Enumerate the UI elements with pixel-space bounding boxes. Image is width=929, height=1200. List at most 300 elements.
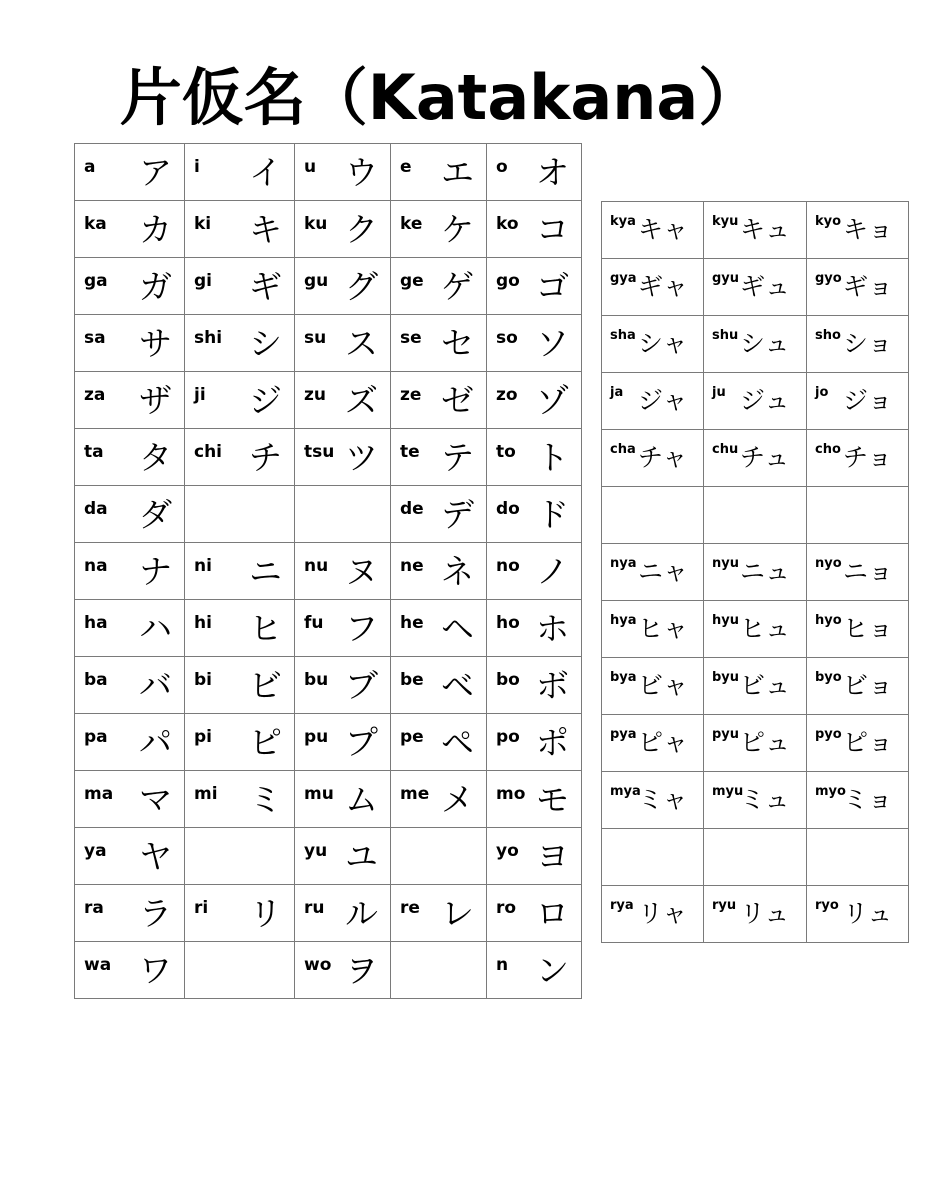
kana-cell [704,886,807,943]
kana-cell [807,715,909,772]
kana-cell [704,316,807,373]
katakana-char: シ [249,324,282,363]
romaji-label: pyo [815,727,842,742]
katakana-char: ミャ [638,785,688,814]
kana-cell [295,201,391,258]
romaji-label: o [496,157,508,177]
kana-cell [75,372,185,429]
romaji-label: nya [610,556,637,571]
romaji-label: shu [712,328,739,343]
kana-cell [75,828,185,885]
kana-cell [602,829,704,886]
katakana-char: ト [536,438,569,477]
romaji-label: fu [304,613,324,633]
kana-cell [185,828,295,885]
kana-cell [807,259,909,316]
kana-cell [75,201,185,258]
romaji-label: kyo [815,214,842,229]
kana-cell [704,658,807,715]
kana-cell [487,942,582,999]
kana-cell [185,372,295,429]
katakana-char: ゼ [441,381,474,420]
table-row [75,771,582,828]
katakana-char: ダ [139,495,172,534]
katakana-char: ミ [249,780,282,819]
kana-cell [704,715,807,772]
katakana-char: ミュ [740,785,790,814]
katakana-char: ナ [139,552,172,591]
katakana-char: ズ [345,381,378,420]
romaji-label: no [496,556,520,576]
kana-cell [602,373,704,430]
katakana-char: ム [345,780,378,819]
romaji-label: nyu [712,556,739,571]
kana-cell [185,258,295,315]
romaji-label: jo [815,385,829,400]
katakana-char: イ [249,153,282,192]
romaji-label: wo [304,955,332,975]
table-row [75,885,582,942]
kana-cell [487,144,582,201]
kana-cell [704,829,807,886]
romaji-label: gya [610,271,637,286]
romaji-label: sa [84,328,106,348]
katakana-char: シュ [740,329,790,358]
kana-cell [185,714,295,771]
katakana-char: キャ [638,215,689,244]
kana-cell [295,885,391,942]
kana-cell [75,429,185,486]
romaji-label: gu [304,271,329,291]
katakana-char: キュ [740,215,791,244]
katakana-char: オ [536,153,569,192]
katakana-char: ベ [441,666,474,705]
katakana-char: パ [139,723,172,762]
romaji-label: ku [304,214,328,234]
kana-cell [487,600,582,657]
kana-cell [487,315,582,372]
romaji-label: to [496,442,516,462]
romaji-label: ho [496,613,520,633]
kana-cell [75,258,185,315]
katakana-char: グ [345,267,378,306]
katakana-char: ケ [441,210,474,249]
kana-cell [185,201,295,258]
romaji-label: n [496,955,509,975]
kana-cell [391,372,487,429]
kana-cell [391,828,487,885]
romaji-label: a [84,157,96,177]
katakana-char: ヲ [345,951,378,990]
romaji-label: ja [610,385,624,400]
romaji-label: be [400,670,424,690]
romaji-label: bu [304,670,329,690]
katakana-char: プ [345,723,378,762]
romaji-label: hi [194,613,212,633]
romaji-label: kyu [712,214,739,229]
romaji-label: pi [194,727,212,747]
katakana-char: ニュ [740,557,791,586]
kana-cell [185,885,295,942]
kana-cell [704,601,807,658]
romaji-label: wa [84,955,112,975]
kana-cell [185,486,295,543]
kana-cell [704,772,807,829]
romaji-label: te [400,442,420,462]
kana-cell [295,771,391,828]
romaji-label: gyu [712,271,740,286]
katakana-char: モ [536,780,569,819]
table-row [602,202,909,259]
romaji-label: me [400,784,430,804]
katakana-char: ド [536,495,569,534]
katakana-char: ジュ [740,386,790,415]
romaji-label: mu [304,784,334,804]
kana-cell [487,885,582,942]
kana-cell [185,429,295,486]
kana-cell [807,772,909,829]
table-row [602,658,909,715]
table-row [75,600,582,657]
katakana-char: ル [345,894,378,933]
kana-cell [391,144,487,201]
romaji-label: de [400,499,424,519]
katakana-char: ザ [139,381,172,420]
romaji-label: ryo [815,898,839,913]
katakana-char: ツ [345,438,378,477]
kana-cell [602,316,704,373]
romaji-label: pyu [712,727,740,742]
katakana-char: フ [345,609,378,648]
katakana-char: レ [441,894,474,933]
kana-cell [295,942,391,999]
katakana-char: ニャ [638,557,689,586]
kana-cell [487,543,582,600]
kana-cell [807,316,909,373]
romaji-label: e [400,157,412,177]
kana-cell [75,885,185,942]
romaji-label: ra [84,898,104,918]
kana-cell [704,544,807,601]
katakana-char: ジ [249,381,282,420]
kana-cell [295,372,391,429]
romaji-label: ba [84,670,108,690]
table-row [602,601,909,658]
kana-cell [602,487,704,544]
katakana-char: ボ [536,666,569,705]
katakana-char: ゲ [441,267,474,306]
katakana-char: チュ [740,443,790,472]
romaji-label: tsu [304,442,335,462]
kana-cell [391,600,487,657]
kana-cell [807,886,909,943]
romaji-label: re [400,898,420,918]
katakana-char: エ [441,153,474,192]
romaji-label: ko [496,214,519,234]
romaji-label: po [496,727,520,747]
table-row [75,429,582,486]
kana-cell [602,544,704,601]
kana-cell [391,486,487,543]
romaji-label: na [84,556,108,576]
romaji-label: su [304,328,327,348]
table-row [75,372,582,429]
romaji-label: ryu [712,898,737,913]
katakana-char: メ [441,780,474,819]
katakana-char: ギュ [740,272,791,301]
romaji-label: pe [400,727,424,747]
table-row [602,886,909,943]
kana-cell [391,885,487,942]
kana-cell [487,429,582,486]
kana-cell [487,714,582,771]
romaji-label: bya [610,670,637,685]
kana-cell [602,601,704,658]
katakana-char: ヨ [536,837,569,876]
katakana-char: ガ [139,267,172,306]
table-row [602,487,909,544]
romaji-label: da [84,499,108,519]
katakana-char: セ [441,324,474,363]
romaji-label: ze [400,385,422,405]
katakana-char: チョ [843,443,893,472]
kana-cell [185,771,295,828]
romaji-label: ru [304,898,325,918]
katakana-char: バ [139,666,172,705]
romaji-label: ne [400,556,424,576]
kana-cell [391,315,487,372]
katakana-char: ピ [249,723,282,762]
romaji-label: byu [712,670,740,685]
kana-cell [602,430,704,487]
kana-cell [807,487,909,544]
romaji-label: ka [84,214,107,234]
katakana-char: カ [139,210,172,249]
katakana-char: ニ [249,552,282,591]
katakana-char: ハ [139,609,172,648]
romaji-label: yu [304,841,328,861]
katakana-char: ロ [536,894,569,933]
romaji-label: chu [712,442,739,457]
katakana-char: マ [139,780,172,819]
kana-cell [704,430,807,487]
katakana-char: ビュ [740,671,791,700]
kana-cell [75,714,185,771]
romaji-label: sha [610,328,636,343]
romaji-label: mo [496,784,526,804]
page-title: 片仮名（Katakana） [119,61,761,134]
kana-cell [602,715,704,772]
romaji-label: i [194,157,200,177]
katakana-char: ア [139,153,172,192]
katakana-char: ショ [843,329,893,358]
table-row [75,144,582,201]
romaji-label: ri [194,898,209,918]
kana-cell [807,601,909,658]
romaji-label: zo [496,385,518,405]
katakana-char: ワ [139,951,172,990]
romaji-label: byo [815,670,842,685]
kana-cell [295,315,391,372]
table-row [602,715,909,772]
romaji-label: hya [610,613,637,628]
kana-cell [602,886,704,943]
kana-cell [391,714,487,771]
romaji-label: zu [304,385,326,405]
kana-cell [704,373,807,430]
table-row [75,543,582,600]
kana-cell [391,201,487,258]
romaji-label: myu [712,784,744,799]
romaji-label: sho [815,328,841,343]
katakana-char: コ [536,210,569,249]
kana-cell [487,828,582,885]
romaji-label: kya [610,214,636,229]
katakana-char: ジャ [638,386,688,415]
romaji-label: ni [194,556,212,576]
kana-cell [391,543,487,600]
romaji-label: bi [194,670,212,690]
katakana-char: テ [441,438,474,477]
table-row [602,544,909,601]
katakana-char: タ [139,438,172,477]
kana-cell [185,543,295,600]
katakana-char: リュ [740,899,790,928]
katakana-char: ニョ [843,557,894,586]
yoon-table [601,201,909,943]
romaji-label: ma [84,784,114,804]
katakana-table [74,143,582,999]
kana-cell [75,543,185,600]
kana-cell [391,771,487,828]
kana-cell [75,600,185,657]
kana-cell [185,144,295,201]
katakana-char: ポ [536,723,569,762]
romaji-label: ge [400,271,424,291]
table-row [602,829,909,886]
katakana-char: ヒャ [638,614,689,643]
kana-cell [391,657,487,714]
romaji-label: pu [304,727,329,747]
katakana-char: キョ [843,215,894,244]
kana-cell [487,201,582,258]
romaji-label: cha [610,442,636,457]
table-row [602,259,909,316]
katakana-char: ユ [345,837,378,876]
kana-cell [295,600,391,657]
katakana-char: ビョ [843,671,894,700]
kana-cell [704,487,807,544]
romaji-label: chi [194,442,223,462]
kana-cell [704,259,807,316]
romaji-label: rya [610,898,634,913]
romaji-label: yo [496,841,519,861]
katakana-char: ピャ [638,728,689,757]
romaji-label: ga [84,271,108,291]
katakana-char: ギョ [843,272,894,301]
table-row [75,201,582,258]
romaji-label: gyo [815,271,842,286]
romaji-label: shi [194,328,223,348]
kana-cell [295,144,391,201]
table-row [602,430,909,487]
katakana-char: リ [249,894,282,933]
kana-cell [185,942,295,999]
romaji-label: gi [194,271,212,291]
kana-cell [295,543,391,600]
romaji-label: ta [84,442,104,462]
kana-cell [487,486,582,543]
kana-cell [75,657,185,714]
katakana-char: ホ [536,609,569,648]
romaji-label: he [400,613,424,633]
romaji-label: do [496,499,520,519]
romaji-label: pya [610,727,637,742]
kana-cell [391,258,487,315]
katakana-char: ギ [249,267,282,306]
romaji-label: ji [194,385,206,405]
katakana-char: ヌ [345,552,378,591]
romaji-label: ha [84,613,108,633]
romaji-label: hyo [815,613,842,628]
kana-cell [185,315,295,372]
table-row [75,942,582,999]
katakana-char: ビ [249,666,282,705]
romaji-label: bo [496,670,520,690]
katakana-char: ギャ [638,272,689,301]
kana-cell [487,771,582,828]
romaji-label: ya [84,841,107,861]
katakana-char: リャ [638,899,688,928]
kana-cell [295,258,391,315]
romaji-label: hyu [712,613,739,628]
table-row [75,486,582,543]
kana-cell [602,772,704,829]
katakana-char: ピョ [843,728,894,757]
table-row [75,258,582,315]
kana-cell [487,372,582,429]
kana-cell [807,544,909,601]
katakana-char: デ [441,495,474,534]
table-row [75,714,582,771]
romaji-label: myo [815,784,846,799]
table-row [75,828,582,885]
katakana-char: ヒョ [843,614,894,643]
kana-cell [75,771,185,828]
romaji-label: mya [610,784,641,799]
kana-cell [807,829,909,886]
table-row [602,772,909,829]
kana-cell [295,714,391,771]
katakana-char: ブ [345,666,378,705]
kana-cell [487,258,582,315]
katakana-char: ビャ [638,671,689,700]
romaji-label: so [496,328,518,348]
kana-cell [807,658,909,715]
katakana-char: ヤ [139,837,172,876]
romaji-label: ke [400,214,423,234]
romaji-label: ju [712,385,726,400]
katakana-char: リュ [843,899,893,928]
romaji-label: pa [84,727,108,747]
katakana-char: ク [345,210,378,249]
katakana-char: ミョ [843,785,893,814]
kana-cell [602,658,704,715]
table-row [75,657,582,714]
romaji-label: mi [194,784,218,804]
kana-cell [185,600,295,657]
kana-cell [602,259,704,316]
